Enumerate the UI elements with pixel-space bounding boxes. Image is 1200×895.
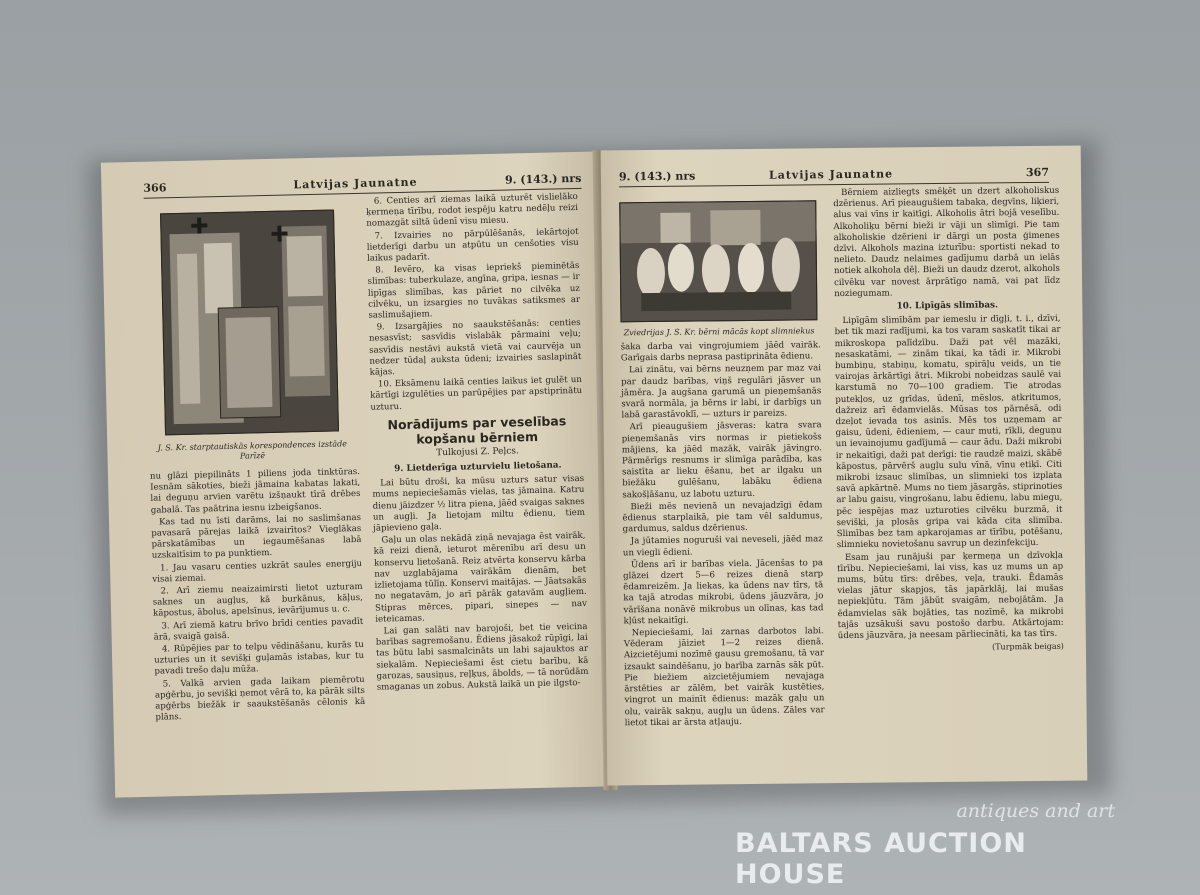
right-column — [833, 186, 1064, 655]
article-title: Norādījums par veselības kopšanu bērniem — [387, 413, 567, 447]
page-number: 367 — [1025, 165, 1050, 180]
continued-note: (Turpmāk beigas) — [992, 641, 1064, 652]
paragraph: Kas tad nu īsti darāms, lai no saslimšanas pavasarā pārejas laikā izvairītos? Vieglākas pārskatāmības un iegaumēšanas labā uzskaitīsim to pa punktiem. — [151, 512, 362, 562]
paragraph: 8. Ievēro, ka visas iepriekš pieminētās slimības: tuberkulaze, angīna, gripa, iesnas — ir lipīgas slimības, kas pāriet no cilvēka uz cilvēku, un izsargies no tuvākas satiksmes ar saslimušajiem. — [367, 261, 581, 321]
paragraph: 1. Jau vasaru centies uzkrāt saules energiju visai ziemai. — [152, 558, 363, 585]
photo-caption: J. S. Kr. starptautiskās korespondences izstāde Parīzē — [157, 439, 348, 461]
watermark-tagline: antiques and art — [956, 800, 1115, 822]
paragraph: Gaļu un olas nekādā ziņā nevajaga ēst vairāk, kā reizi dienā, ieturot mērenību arī desu un konservu lietošanā. Reiz atvērta konservu kārba nav uzglabājama vairākām dienām, bet izlietojama tūlīņ. Konservi maitājas. — Jāatsakās no negatavām, jo arī pārāk gatavām augļiem. Stipras mērces, pipari, sinepes — nav ieteicamas. — [373, 531, 588, 625]
auction-house-watermark — [735, 800, 1135, 890]
paragraph: Esam jau runājuši par ķermeņa un dzīvokļa tīrību. Nepieciešami, lai viss, kas uz mums un ap mums, būtu tīrs: drēbes, veļa, trauki. Ēdamās vielas jātur skapjos, tās japārklāj, lai mušas nepiekļūtu. Tām jābūt svaigām, nebojātām. Ja ēdamvielas sāk bojāties, tas nozīmē, ka mikrobi tajās uzsākuši savu postošo darbu. Atkārtojam: ūdens jāuzvāra, ja neesam pārliecināti, ka tas tīrs. — [837, 550, 1064, 641]
article-translator: Tulkojusi Z. Peļcs. — [436, 446, 519, 459]
left-column — [150, 467, 366, 725]
paragraph: Nepieciešami, lai zarnas darbotos labi. Vēderam jāiziet 1—2 reizes dienā. Aizcietējumi nozīmē gausu gremošanu, tā var izsaukt saindēšanu, jo barība zarnās sāk pūt. Pie biežiem aizcietējumiem nevajaga ārstēties ar zālēm, bet vairāk kustēties, vingrot un mainīt ēdienus: mazāk gaļu un olu, vairāk sakņu, augļu un ūdens. Zāles var lietot tikai ar ārsta atļauju. — [623, 626, 825, 729]
left-page — [101, 151, 615, 797]
paragraph: Arī pieaugušiem jāsveras: katra svara pieņemšanās virs normas ir pietiekošs mājiens, ka jāēd mazāk, vairāk jāvingro. Pārmērīgs resnums ir slimīga parādība, kas saistīta ar lieku ēšanu, bet ar ilgaku un biežāku gulēšanu, labāku ēdiena sakošļāšanu, uz labotu uzturu. — [621, 420, 823, 500]
paragraph: nu glāzi piepilināts 1 piliens joda tinktūras. Iesnām sākoties, bieži jāmaina kabatas lakati, lai deguņu arvien varētu izšņaukt tīrā drēbes gabalā. Tas paātrina iesnu izbeigšanos. — [149, 466, 361, 516]
magazine-title: Latvijas Jaunatne — [768, 167, 894, 182]
paragraph: 10. Eksāmenu laikā centies laikus iet gulēt un kārtīgi izgulēties un parūpējies par apstiprinātu uzturu. — [370, 375, 583, 413]
paragraph: Ūdens arī ir barības viela. Jācenšas to pa glāzei dzert 5—6 reizes dienā starp ēdamreizēm. Ja liekas, ka ūdens nav tīrs, tā ka tajā atrodas mikrobi, ūdens jāuzvāra, jo vārīšana nonāvē mikrobus un olīnas, kas tad kļūst nekaitīgi. — [623, 558, 824, 627]
paragraph: Lai būtu droši, ka mūsu uzturs satur visas mums nepieciešamās vielas, tas jāmaina. Katru dienu jāizdzer ½ litra piena, jāēd svaigas saknes un augļi. Ja lietojam miltu ēdienu, tiem jāpievieno gaļa. — [372, 474, 586, 534]
paragraph: šaka darba vai vingrojumiem jāēd vairāk. Garīgais darbs neprasa pastiprināta ēdienu. — [620, 340, 821, 364]
nursing-photo — [619, 200, 817, 322]
right-page — [601, 146, 1088, 786]
paragraph: Ja jūtamies noguruši vai neveseli, jāēd maz un viegli ēdieni. — [622, 534, 823, 558]
magazine-title: Latvijas Jaunatne — [293, 175, 418, 192]
paragraph: 2. Arī ziemu neaizaimirsti lietot uzturam saknes un augļus, kā burkānus, kāļus, kāpostus, ābolus, apelsīnus, ievārījumus u. c. — [152, 581, 363, 620]
issue-number: 9. (143.) nrs — [618, 169, 696, 184]
paragraph: Bērniem aizliegts smēķēt un dzert alkoholiskus dzērienus. Arī pieaugušiem tabaka, degvīns, liķieri, alus vai vīns ir kaitīgi. Alkoholis ātri bojā veselību. Alkoholiķu bērni bieži ir vāji un slimīgi. Pie tam alkoholiskie dzērieni ir dārgi un posta ģimenes dzīvi. Alkohols mazina izturību: sportisti nekad to nelieto. Daudz nelaimes gadījumu darbā un ielās notiek alkohola dēļ. Bieži un daudz dzerot, alkohols cilvēku var novest ārprātīgo namā, vai pat līdz noziegumam. — [833, 185, 1061, 299]
paragraph: 5. Valkā arvien gada laikam piemērotu apģērbu, jo sevišķi ņemot vērā to, ka pārāk silts apģērbs biežāk ir saaukstēšanās cēlonis kā plāns. — [154, 674, 366, 723]
watermark-name: BALTARS AUCTION HOUSE — [735, 828, 1027, 890]
paragraph: 9. Izsargājies no saaukstēšanās: centies nesasvīst; sasvīdis vislabāk pārmaini veļu; sasvīdis nestāvi aukstā vietā vai caurvēja un nedzer tūdaļ auksta ūdeni; izvairies saslapināt kājas. — [368, 318, 582, 378]
photo-caption: Zviedrijas J. S. Kr. bērni mācās kopt slimniekus — [623, 326, 815, 338]
section-heading: 9. Lietderīga uzturvielu lietošana. — [394, 460, 562, 475]
right-column — [366, 192, 589, 695]
page-number: 366 — [143, 181, 167, 195]
paragraph: Lipīgām slimībām par iemeslu ir dīgļi, t. i., dzīvi, bet tik mazi radījumi, ka tos varam saskatīt tikai ar mikroskopa palīdzību. Daži pat vēl mazāki, nesaskatāmi, — zinām tikai, ka tādi ir. Mikrobi bumbiņu, stabiņu, komatu, spirāļu veids, un tie vairojas ārkārtīgi ātri. Mikrobi nobeidzas saulē vai karstumā no 70—100 gradiem. Tie atrodas putekļos, uz grīdas, ūdenī, mēslos, atkritumos, dažreiz arī ēdamvielās. Mūsas tos pārnēsā, odi dzeļot ievada tos asinīs. Mēs tos uzņemam ar gaisu, ūdeni, ēdieniem, — caur muti, rīkli, deguņu un ievainojumu gadījumā — caur ādu. Daži mikrobi ir nekaitīgi, daži pat derīgi: tie raudzē maizi, skābē kāpostus, pārvērš augļu sulu vīnā, vīnu etiķī. Citi mikrobi izsauc slimības, un slimnieki tos izplata savā apkārtnē. Mums no tiem jāsargās, stiprinoties ar labu gaisu, vingrošanu, labu ēdienu, labu miegu, pēc iespējas maz uzturoties cilvēku burzmā, it sevišķi, ja plosās gripa vai kāda cita slimība. Slimības bez tam apkarojamas ar tīrību, potēšanu, slimnieku novietošanu savrup un dezinfekciju. — [834, 313, 1063, 551]
section-heading: 10. Lipīgās slimības. — [896, 300, 999, 312]
paragraph: 7. Izvairies no pārpūlēšanās, iekārtojot lietderīgi darbu un atpūtu un cenšoties visu laikus padarīt. — [366, 226, 579, 264]
paragraph: Bieži mēs nevienā un nevajadzīgi ēdam ēdienus starplaikā, pie tam vēl saldumus, gardumus, saldus dzērienus. — [622, 500, 823, 535]
exhibition-photo — [160, 209, 339, 435]
paragraph: 3. Arī ziemā katru brīvo brīdi centies pavadīt ārā, svaigā gaisā. — [153, 616, 364, 643]
left-column — [621, 340, 825, 730]
paragraph: Lai zinātu, vai bērns neuzņem par maz vai par daudz barības, viņš regulāri jāsver un jāmēra. Ja augšana garumā un pieņemšanās svarā normāla, ja bērns ir labi, ir darbīgs un labā garastāvoklī, — uzturs ir pareizs. — [621, 363, 822, 421]
paragraph: 6. Centies arī ziemas laikā uzturēt vislielāko ķermeņa tīrību, rodot iespēju katru nedēļu reizi nomazgāt siltā ūdenī visu miesu. — [365, 191, 579, 230]
issue-number: 9. (143.) nrs — [504, 171, 582, 187]
right-page-header — [619, 166, 1049, 188]
paragraph: Lai gan salāti nav barojoši, bet tie veicina barības sagremošanu. Ēdiens jāsakož rūpīgi, lai tas būtu labi sasmalcināts un labi sajauktos ar siekalām. Nepieciešami ēst cietu barību, kā garozas, sausiņus, reļķus, ābolds, — tā norūdām smaganas un zobus. Aukstā laikā un pie ilgsto- — [375, 621, 589, 693]
paragraph: 4. Rūpējies par to telpu vēdināšanu, kurās tu uzturies un it sevišķi guļamās istabas, kur tu pavadi trešo daļu mūža. — [154, 639, 365, 678]
